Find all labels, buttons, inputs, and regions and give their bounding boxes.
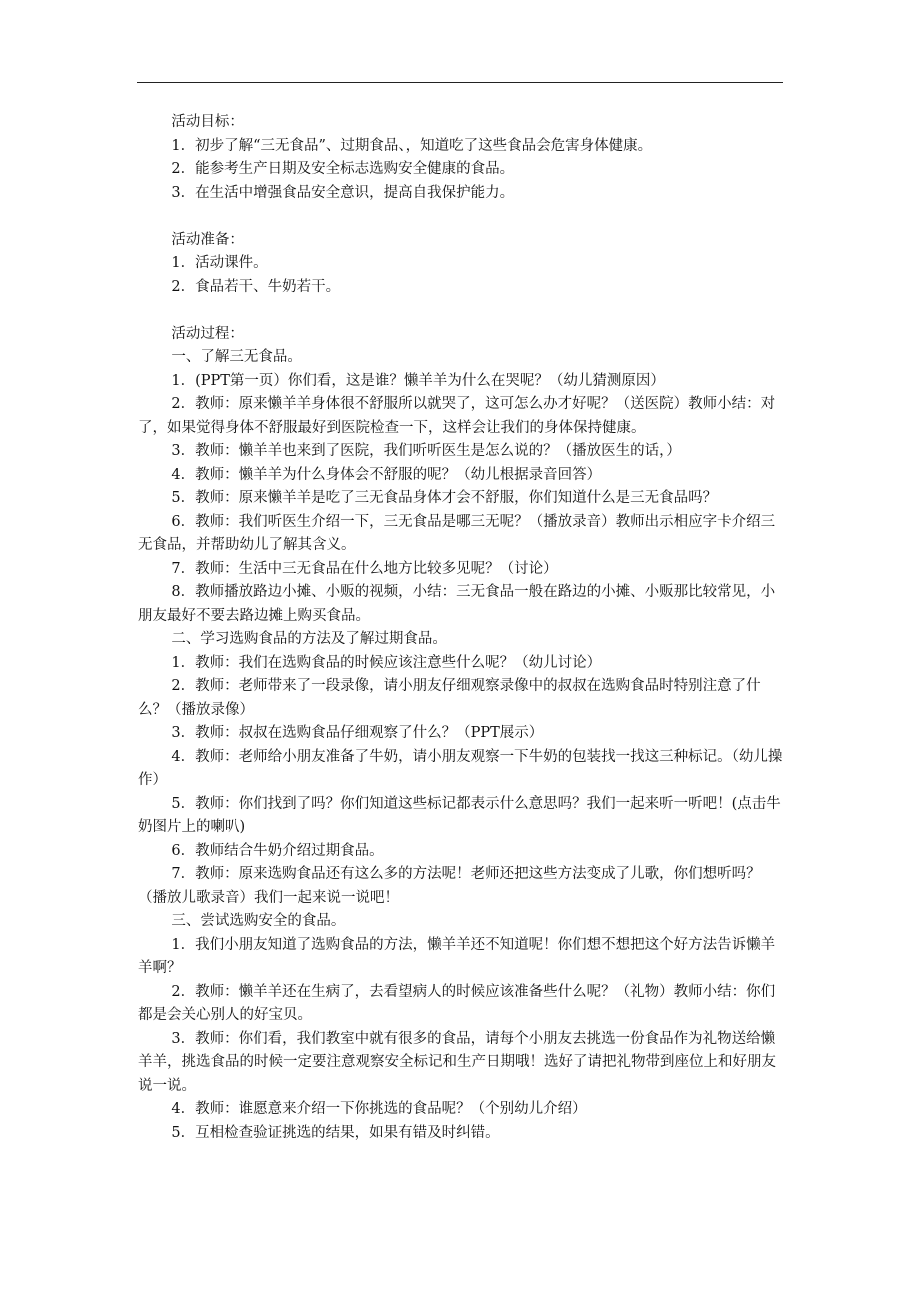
part-title: 二、学习选购食品的方法及了解过期食品。 — [171, 631, 447, 647]
part-title: 一、了解三无食品。 — [171, 349, 302, 365]
process-item: 1．教师：我们在选购食品的时候应该注意些什么呢？（幼儿讨论） — [171, 654, 602, 671]
process-item: 3．教师：懒羊羊也来到了医院，我们听听医生是怎么说的？（播放医生的话，） — [171, 443, 681, 459]
process-section — [138, 323, 786, 1146]
process-item: 2．教师：老师带来了一段录像，请小朋友仔细观察录像中的叔叔在选购食品时特别注意了什么？（播放录像） — [138, 678, 761, 718]
process-item: 4．教师：老师给小朋友准备了牛奶，请小朋友观察一下牛奶的包装找一找这三种标记。（幼儿操作） — [138, 748, 783, 788]
process-item: 5．教师：原来懒羊羊是吃了三无食品身体才会不舒服，你们知道什么是三无食品吗？ — [171, 490, 718, 506]
header-rule — [137, 82, 783, 83]
process-item: 3．教师：你们看，我们教室中就有很多的食品，请每个小朋友去挑选一份食品作为礼物送给懒羊羊，挑选食品的时候一定要注意观察安全标记和生产日期哦！选好了请把礼物带到座位上和好朋友说一说。 — [138, 1030, 776, 1094]
process-item: 2．教师：原来懒羊羊身体很不舒服所以就哭了，这可怎么办才好呢？（送医院）教师小结：对了，如果觉得身体不舒服最好到医院检查一下，这样会让我们的身体保持健康。 — [138, 396, 776, 436]
process-item: 1．(PPT第一页）你们看，这是谁？懒羊羊为什么在哭呢？（幼儿猜测原因） — [171, 372, 665, 389]
process-item: 1．我们小朋友知道了选购食品的方法，懒羊羊还不知道呢！你们想不想把这个好方法告诉懒羊羊啊？ — [138, 936, 776, 976]
prep-item: 1．活动课件。 — [171, 255, 268, 271]
process-item: 5．教师：你们找到了吗？你们知道这些标记都表示什么意思吗？我们一起来听一听吧！(点击牛奶图片上的喇叭) — [138, 795, 781, 835]
goal-item: 1．初步了解“三无食品”、过期食品、，知道吃了这些食品会危害身体健康。 — [171, 137, 653, 154]
process-item: 3．教师：叔叔在选购食品仔细观察了什么？（PPT展示） — [171, 725, 544, 741]
prep-item: 2．食品若干、牛奶若干。 — [171, 278, 341, 295]
goal-item: 3．在生活中增强食品安全意识，提高自我保护能力。 — [171, 184, 515, 201]
process-item: 4．教师：谁愿意来介绍一下你挑选的食品呢？（个别幼儿介绍） — [171, 1101, 587, 1117]
goals-section — [138, 111, 786, 205]
section-gap — [138, 205, 786, 229]
document-body — [138, 111, 786, 1145]
process-item: 7．教师：生活中三无食品在什么地方比较多见呢？（讨论） — [171, 560, 558, 577]
prep-section — [138, 229, 786, 300]
part-title: 三、尝试选购安全的食品。 — [171, 913, 346, 929]
goal-item: 2．能参考生产日期及安全标志选购安全健康的食品。 — [171, 161, 515, 177]
process-item: 5．互相检查验证挑选的结果，如果有错及时纠错。 — [171, 1124, 500, 1141]
process-item: 2．教师：懒羊羊还在生病了，去看望病人的时候应该准备些什么呢？（礼物）教师小结：你们都是会关心别人的好宝贝。 — [138, 983, 776, 1023]
goals-heading: 活动目标： — [171, 114, 244, 130]
process-item: 6．教师结合牛奶介绍过期食品。 — [171, 842, 384, 859]
prep-heading: 活动准备： — [171, 231, 244, 248]
process-item: 6．教师：我们听医生介绍一下，三无食品是哪三无呢？（播放录音）教师出示相应字卡介绍三无食品，并帮助幼儿了解其含义。 — [138, 513, 776, 553]
process-item: 7．教师：原来选购食品还有这么多的方法呢！老师还把这些方法变成了儿歌，你们想听吗？（播放儿歌录音）我们一起来说一说吧！ — [138, 866, 761, 906]
process-item: 8．教师播放路边小摊、小贩的视频，小结：三无食品一般在路边的小摊、小贩那比较常见，小朋友最好不要去路边摊上购买食品。 — [138, 584, 776, 624]
process-heading: 活动过程： — [171, 325, 244, 342]
process-item: 4．教师：懒羊羊为什么身体会不舒服的呢？（幼儿根据录音回答） — [171, 466, 602, 483]
section-gap — [138, 299, 786, 323]
